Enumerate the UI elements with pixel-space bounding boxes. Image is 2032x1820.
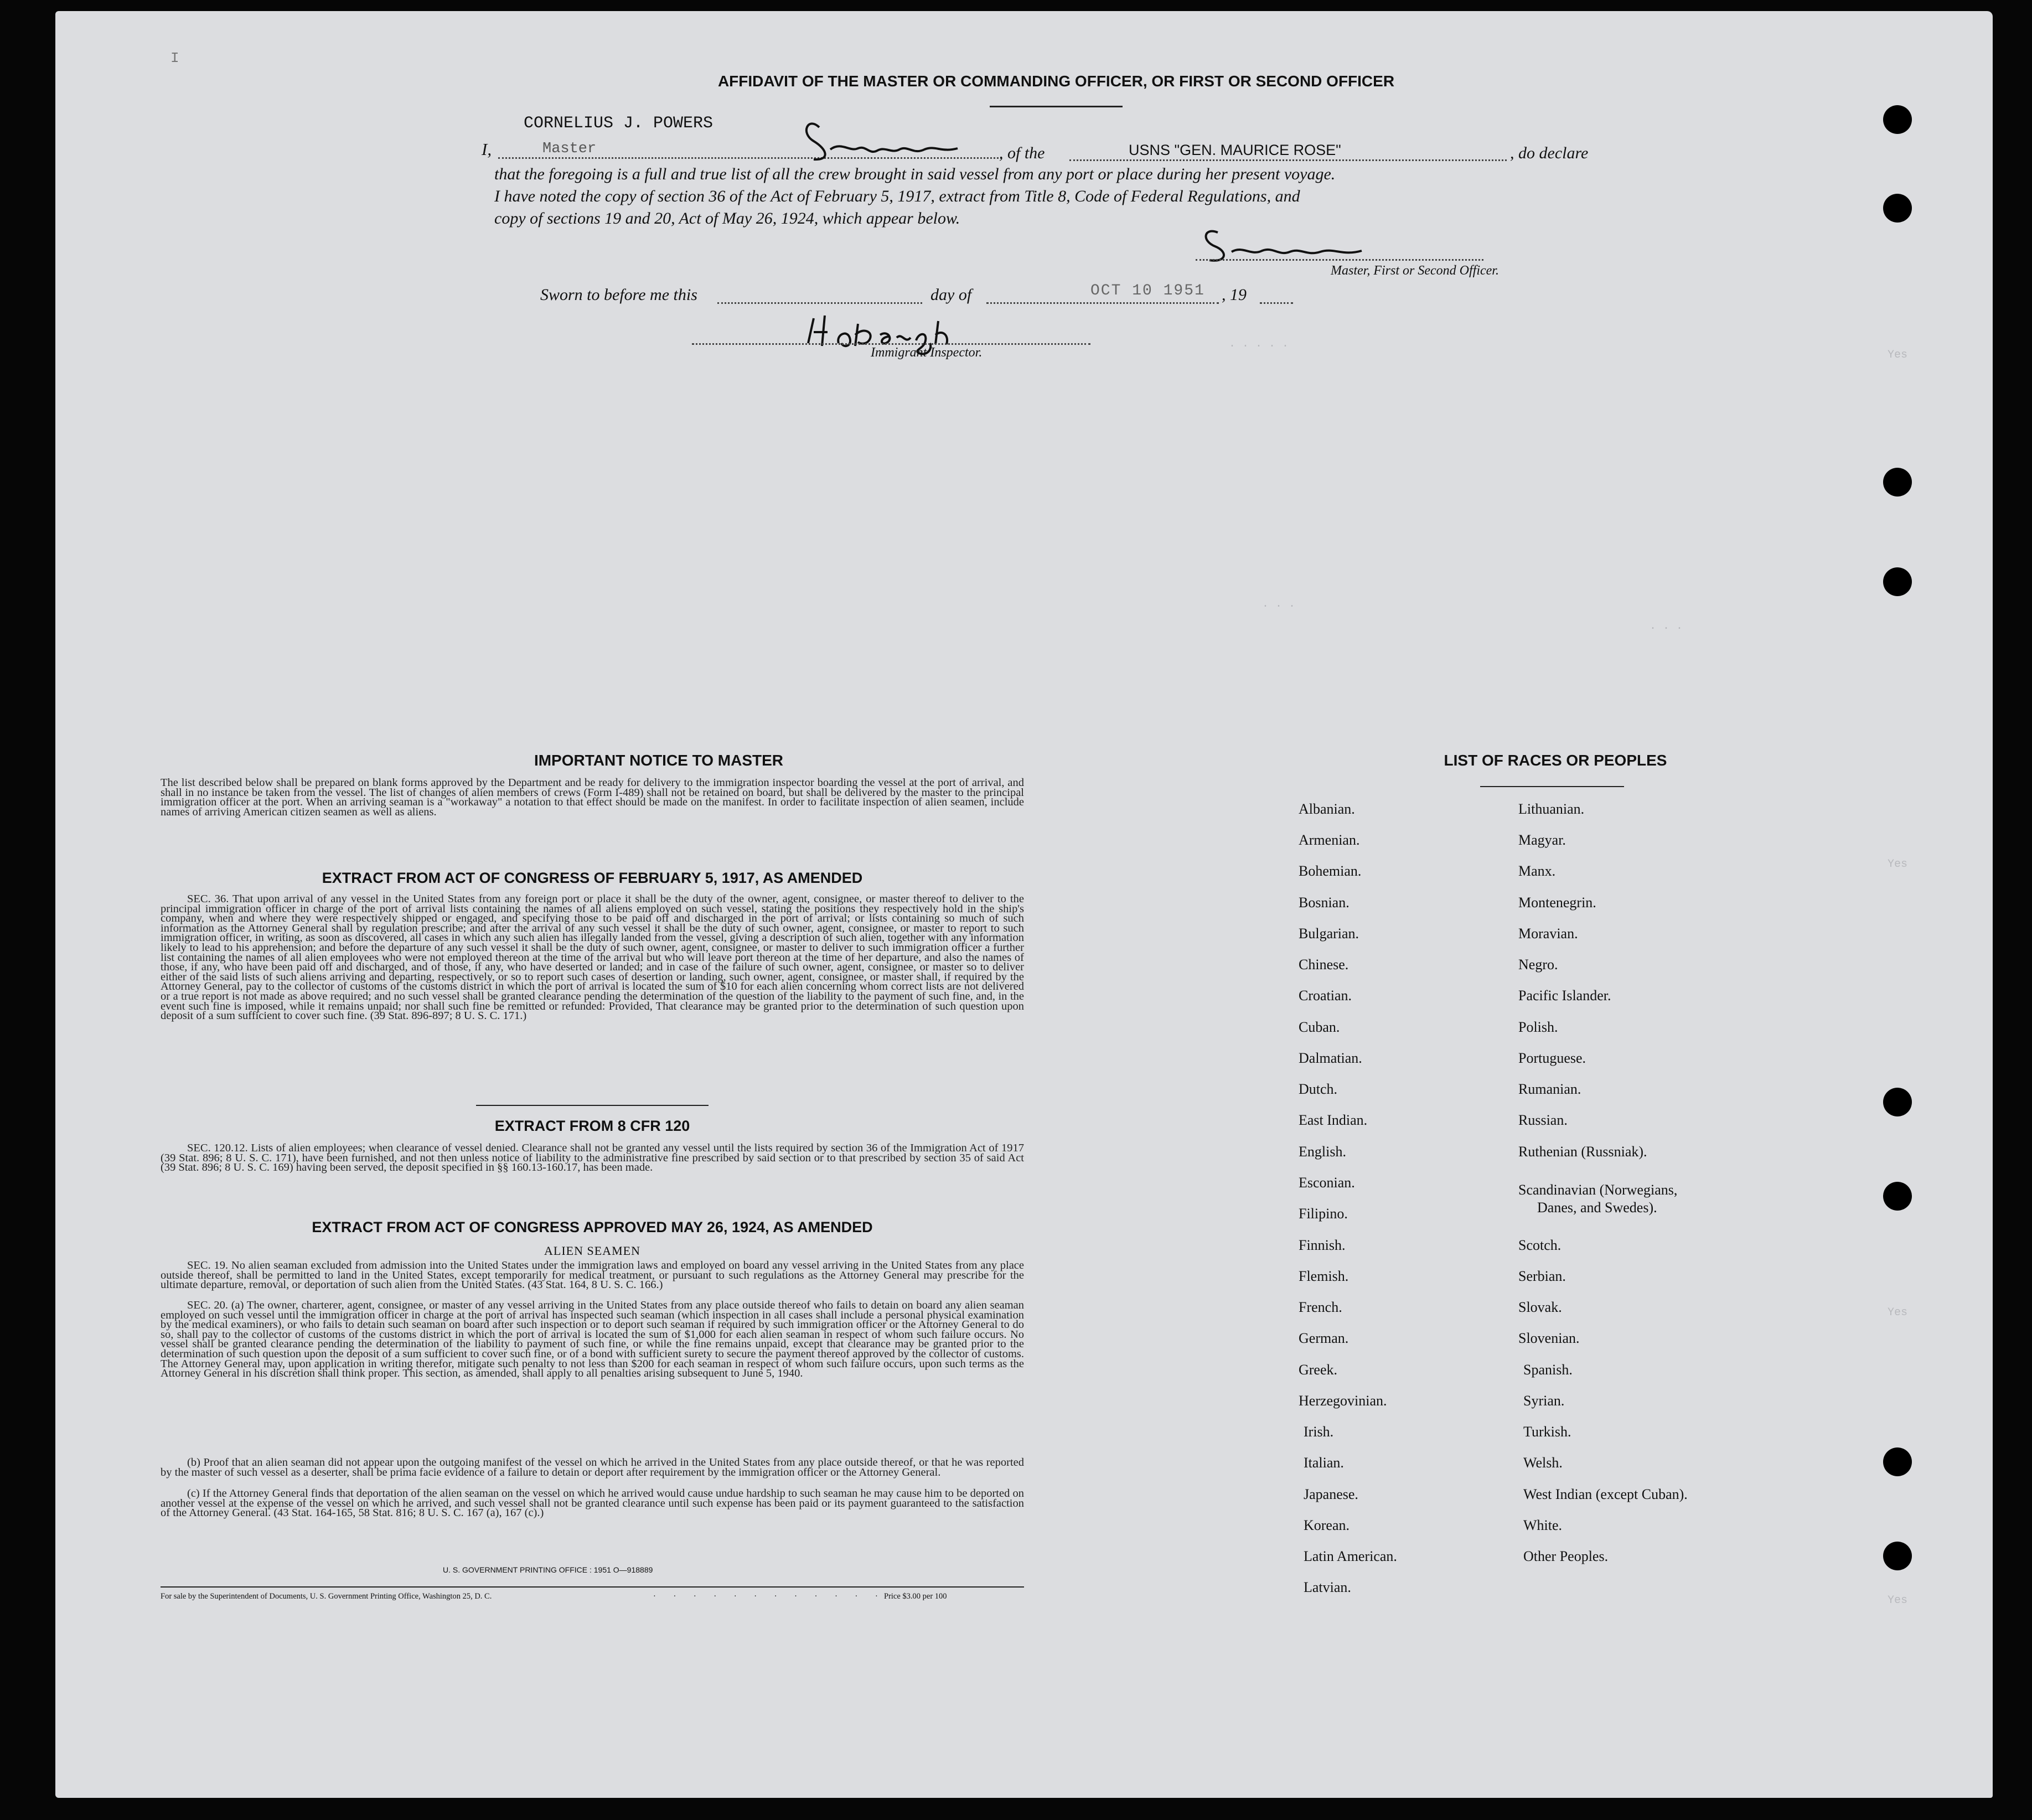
year-prefix: , 19: [1222, 286, 1247, 304]
race-left-9: Dalmatian.: [1299, 1050, 1362, 1066]
extract-1924-sec20c: (c) If the Attorney General finds that deportation of the alien seaman on the vessel on which he arrived would cause undue hardship to such seaman he may cause him to be deported on another vessel at the expense of the vessel on which he arrived, and such vessel shall not be granted clearance until such expense has been paid or its payment guaranteed to the satisfaction of the Attorney General. (43 Stat. 164-165, 58 Stat. 816; 8 U. S. C. 167 (a), 167 (c).): [161, 1487, 1024, 1519]
master-caption: Master, First or Second Officer.: [1331, 263, 1499, 278]
race-right-13: Scandinavian (Norwegians,: [1518, 1182, 1678, 1198]
do-declare-label: , do declare: [1510, 144, 1589, 162]
race-left-21: Irish.: [1304, 1424, 1334, 1440]
extract-cfr-title: EXTRACT FROM 8 CFR 120: [494, 1118, 690, 1134]
extract-1917-text: SEC. 36. That upon arrival of any vessel in the United States from any foreign port or place it shall be the duty of the owner, agent, consignee, or master thereof to deliver to the principal immigration officer in charge of the port of arrival lists containing the names of all aliens employed on such vessel, stating the positions they respectively hold in the ship's company, when and where they were respectively shipped or engaged, and specifying those to be paid off and discharged in the port of arrival; or lists containing so much of such information as the Attorney General shall by regulation prescribe; and after the arrival of any such vessel it shall be the duty of such owner, agent, consignee, or master to report to such immigration officer, in writing, as soon as discovered, all cases in which any such alien has illegally landed from the vessel, giving a description of such alien, together with any information likely to lead to his apprehension; and before the departure of any such vessel it shall be the duty of such owner, agent, consignee, or master to deliver to such immigration officer a further list containing the names of all alien employees who were not employed thereon at the time of the arrival but who will leave port thereon at the time of her departure, and also the names of those, if any, who have been paid off and discharged, and of those, if any, who have deserted or landed; and in case of the failure of such owner, agent, consignee, or master so to deliver either of the said lists of such aliens arriving and departing, respectively, or so to report such cases of desertion or landing, such owner, agent, consignee, or master shall, if required by the Attorney General, pay to the collector of customs of the customs district in which the port of arrival is located the sum of $10 for each alien concerning whom correct lists are not delivered or a true report is not made as above required; and no such vessel shall be granted clearance pending the determination of the question of the liability to the payment of such fine, and, in the event such fine is imposed, while it remains unpaid; nor shall such fine be remitted or refunded: Provided, That clearance may be granted prior to the determination of such question upon deposit of a sum sufficient to cover such fine. (39 Stat. 896-897; 8 U. S. C. 171.): [161, 893, 1024, 1022]
extract-1924-subtitle: ALIEN SEAMEN: [544, 1244, 640, 1258]
race-right-17: Slovak.: [1518, 1299, 1562, 1315]
race-left-11: East Indian.: [1299, 1112, 1368, 1128]
bleed-through-mark: Yes: [1888, 858, 1908, 871]
race-right-9: Portuguese.: [1518, 1050, 1586, 1066]
notice-text: The list described below shall be prepared on blank forms approved by the Department and be ready for delivery to the immigration inspector boarding the vessel at the port of arrival, and shall in no instance be taken from the vessel. The list of changes of alien members of crews (Form I-489) shall not be retained on board, but shall be delivered by the master to the principal immigration officer at the port. When an arriving seaman is a "workaway" a notation to that effect should be made on the manifest. In order to facilitate inspection of alien seamen, include names of arriving American citizen seamen as well as aliens.: [161, 777, 1024, 818]
bleed-through-mark: . . . . .: [1229, 338, 1289, 350]
master-signature-2: [1196, 224, 1417, 268]
race-left-16: Flemish.: [1299, 1268, 1349, 1284]
race-left-10: Dutch.: [1299, 1081, 1338, 1097]
punch-hole: [1883, 1542, 1912, 1570]
race-right-5: Moravian.: [1518, 925, 1578, 942]
race-right-24: White.: [1523, 1517, 1563, 1533]
punch-hole: [1883, 1088, 1912, 1116]
extract-1924-sec20b: (b) Proof that an alien seaman did not appear upon the outgoing manifest of the vessel on which he arrived in the United States from any place outside thereof, or that he was reported by the master of such vessel as a deserter, shall be prima facie evidence of a failure to detain or deport after requirement by the immigration officer or the Attorney General.: [161, 1456, 1024, 1478]
master-signature: [797, 111, 985, 166]
race-left-15: Finnish.: [1299, 1237, 1346, 1253]
race-right-15: Scotch.: [1518, 1237, 1562, 1253]
race-right-7: Pacific Islander.: [1518, 987, 1611, 1004]
master-name: CORNELIUS J. POWERS: [524, 114, 713, 133]
race-right-2: Magyar.: [1518, 832, 1566, 848]
punch-hole: [1883, 468, 1912, 497]
extract-1924-title: EXTRACT FROM ACT OF CONGRESS APPROVED MAY 26, 1924, AS AMENDED: [312, 1219, 873, 1235]
corner-mark: I: [170, 50, 179, 66]
race-left-12: English.: [1299, 1144, 1346, 1160]
punch-hole: [1883, 194, 1912, 223]
extract-1917-rule: [476, 1105, 709, 1106]
race-left-3: Bohemian.: [1299, 863, 1362, 879]
vessel-fill-line: [1069, 159, 1507, 161]
sworn-day-line: [717, 302, 922, 304]
printer-line: U. S. GOVERNMENT PRINTING OFFICE : 1951 O—918889: [443, 1565, 653, 1574]
race-right-23: West Indian (except Cuban).: [1523, 1486, 1688, 1502]
race-right-8: Polish.: [1518, 1019, 1558, 1035]
bleed-through-mark: Yes: [1888, 1306, 1908, 1319]
race-left-13: Esconian.: [1299, 1175, 1355, 1191]
race-right-14: Danes, and Swedes).: [1537, 1199, 1657, 1216]
manifest-sheet: [55, 11, 1993, 1798]
race-left-22: Italian.: [1304, 1455, 1344, 1471]
race-left-6: Chinese.: [1299, 956, 1349, 973]
race-left-2: Armenian.: [1299, 832, 1360, 848]
race-left-7: Croatian.: [1299, 987, 1352, 1004]
race-left-17: French.: [1299, 1299, 1342, 1315]
sworn-label: Sworn to before me this: [540, 286, 697, 304]
race-left-1: Albanian.: [1299, 801, 1355, 817]
race-left-18: German.: [1299, 1330, 1349, 1346]
affidavit-line-3: I have noted the copy of section 36 of the Act of February 5, 1917, extract from Title 8, Code of Federal Regulations, and: [494, 187, 1300, 205]
race-left-26: Latvian.: [1304, 1579, 1351, 1595]
master-rank: Master: [542, 141, 597, 157]
race-right-11: Russian.: [1518, 1112, 1568, 1128]
of-the-label: , of the: [999, 144, 1045, 162]
affidavit-title-rule: [990, 106, 1123, 107]
race-right-6: Negro.: [1518, 956, 1558, 973]
date-stamp: OCT 10 1951: [1090, 282, 1205, 299]
punch-hole: [1883, 1182, 1912, 1211]
races-title: LIST OF RACES OR PEOPLES: [1444, 752, 1667, 769]
footer-left: For sale by the Superintendent of Documents, U. S. Government Printing Office, Washington 25, D. C.: [161, 1592, 492, 1601]
race-right-20: Syrian.: [1523, 1393, 1565, 1409]
race-left-20: Herzegovinian.: [1299, 1393, 1387, 1409]
race-left-25: Latin American.: [1304, 1548, 1397, 1564]
master-signature-line: [1196, 259, 1483, 261]
affidavit-line-4: copy of sections 19 and 20, Act of May 26, 1924, which appear below.: [494, 209, 960, 228]
race-left-23: Japanese.: [1304, 1486, 1358, 1502]
year-line: [1260, 302, 1293, 304]
inspector-signature-line: [692, 343, 1090, 345]
race-left-19: Greek.: [1299, 1362, 1338, 1378]
extract-1924-sec20a: SEC. 20. (a) The owner, charterer, agent, consignee, or master of any vessel arriving in the United States from any place outside thereof who fails to detain on board any alien seaman employed on such vessel until the immigration officer in charge at the port of arrival has inspected such seaman (which inspection in all cases shall include a personal physical examination by the medical examiners), or who fails to detain such seaman on board after such inspection or to deport such seaman if required by such immigration officer or the Attorney General to do so, shall pay to the collector of customs of the customs district in which the port of arrival is located the sum of $1,000 for each alien seaman in respect of whom such failure occurs. No vessel shall be granted clearance pending the determination of the liability to payment of such fine, or while the fine remains unpaid, except that clearance may be granted prior to the determination of such question upon the deposit of a sum sufficient to cover such fine, or of a bond with sufficient surety to secure the payment thereof approved by the collector of customs. The Attorney General may, upon application in writing therefor, mitigate such penalty to not less than $200 for each seaman in respect of whom such failure occurs, upon such terms as the Attorney General in his discretion shall think proper. This section, as amended, shall apply to all penalties arising subsequent to June 5, 1940.: [161, 1299, 1024, 1380]
extract-cfr-text: SEC. 120.12. Lists of alien employees; when clearance of vessel denied. Clearance shall not be granted any vessel until the lists required by section 36 of the Immigration Act of 1917 (39 Stat. 896; 8 U. S. C. 171), have been furnished, and not then unless notice of liability to the administrative fine prescribed by said section or to that prescribed by section 35 of said Act (39 Stat. 896; 8 U. S. C. 169) having been served, the deposit specified in §§ 160.13-160.17, has been made.: [161, 1142, 1024, 1174]
extract-1924-sec19: SEC. 19. No alien seaman excluded from admission into the United States under the immigration laws and employed on board any vessel arriving in the United States from any place outside thereof, shall be permitted to land in the United States, except temporarily for medical treatment, or pursuant to such regulations as the Attorney General may prescribe for the ultimate departure, removal, or deportation of such alien from the United States. (43 Stat. 164, 8 U. S. C. 166.): [161, 1259, 1024, 1291]
footer-rule: [161, 1586, 1024, 1588]
affidavit-i-label: I,: [482, 139, 492, 159]
race-left-4: Bosnian.: [1299, 895, 1350, 911]
race-left-8: Cuban.: [1299, 1019, 1340, 1035]
race-left-5: Bulgarian.: [1299, 925, 1359, 942]
races-title-rule: [1480, 786, 1624, 787]
race-right-1: Lithuanian.: [1518, 801, 1585, 817]
affidavit-title: AFFIDAVIT OF THE MASTER OR COMMANDING OFFICER, OR FIRST OR SECOND OFFICER: [717, 73, 1395, 90]
race-right-10: Rumanian.: [1518, 1081, 1581, 1097]
punch-hole: [1883, 105, 1912, 134]
punch-hole: [1883, 567, 1912, 596]
bleed-through-mark: Yes: [1888, 1594, 1908, 1607]
race-right-3: Manx.: [1518, 863, 1556, 879]
footer-right: Price $3.00 per 100: [884, 1592, 947, 1601]
race-left-24: Korean.: [1304, 1517, 1350, 1533]
extract-1917-title: EXTRACT FROM ACT OF CONGRESS OF FEBRUARY 5, 1917, AS AMENDED: [322, 870, 863, 886]
race-right-22: Welsh.: [1523, 1455, 1563, 1471]
race-right-16: Serbian.: [1518, 1268, 1566, 1284]
race-right-19: Spanish.: [1523, 1362, 1573, 1378]
vessel-name: USNS "GEN. MAURICE ROSE": [1129, 142, 1341, 158]
race-right-25: Other Peoples.: [1523, 1548, 1609, 1564]
inspector-caption: Immigrant Inspector.: [871, 345, 983, 360]
bleed-through-mark: Yes: [1888, 349, 1908, 361]
race-right-21: Turkish.: [1523, 1424, 1571, 1440]
footer-dots: · · · · · · · · · · · ·: [653, 1592, 886, 1601]
affidavit-line-2: that the foregoing is a full and true list of all the crew brought in said vessel from any port or place during her present voyage.: [494, 165, 1336, 183]
race-right-18: Slovenian.: [1518, 1330, 1580, 1346]
race-left-14: Filipino.: [1299, 1206, 1348, 1222]
race-right-4: Montenegrin.: [1518, 895, 1596, 911]
punch-hole: [1883, 1447, 1912, 1476]
sworn-month-line: [986, 302, 1219, 304]
bleed-through-mark: . . .: [1650, 620, 1683, 633]
bleed-through-mark: . . .: [1262, 598, 1296, 611]
day-of-label: day of: [930, 286, 972, 304]
race-right-12: Ruthenian (Russniak).: [1518, 1144, 1647, 1160]
notice-title: IMPORTANT NOTICE TO MASTER: [534, 752, 784, 769]
